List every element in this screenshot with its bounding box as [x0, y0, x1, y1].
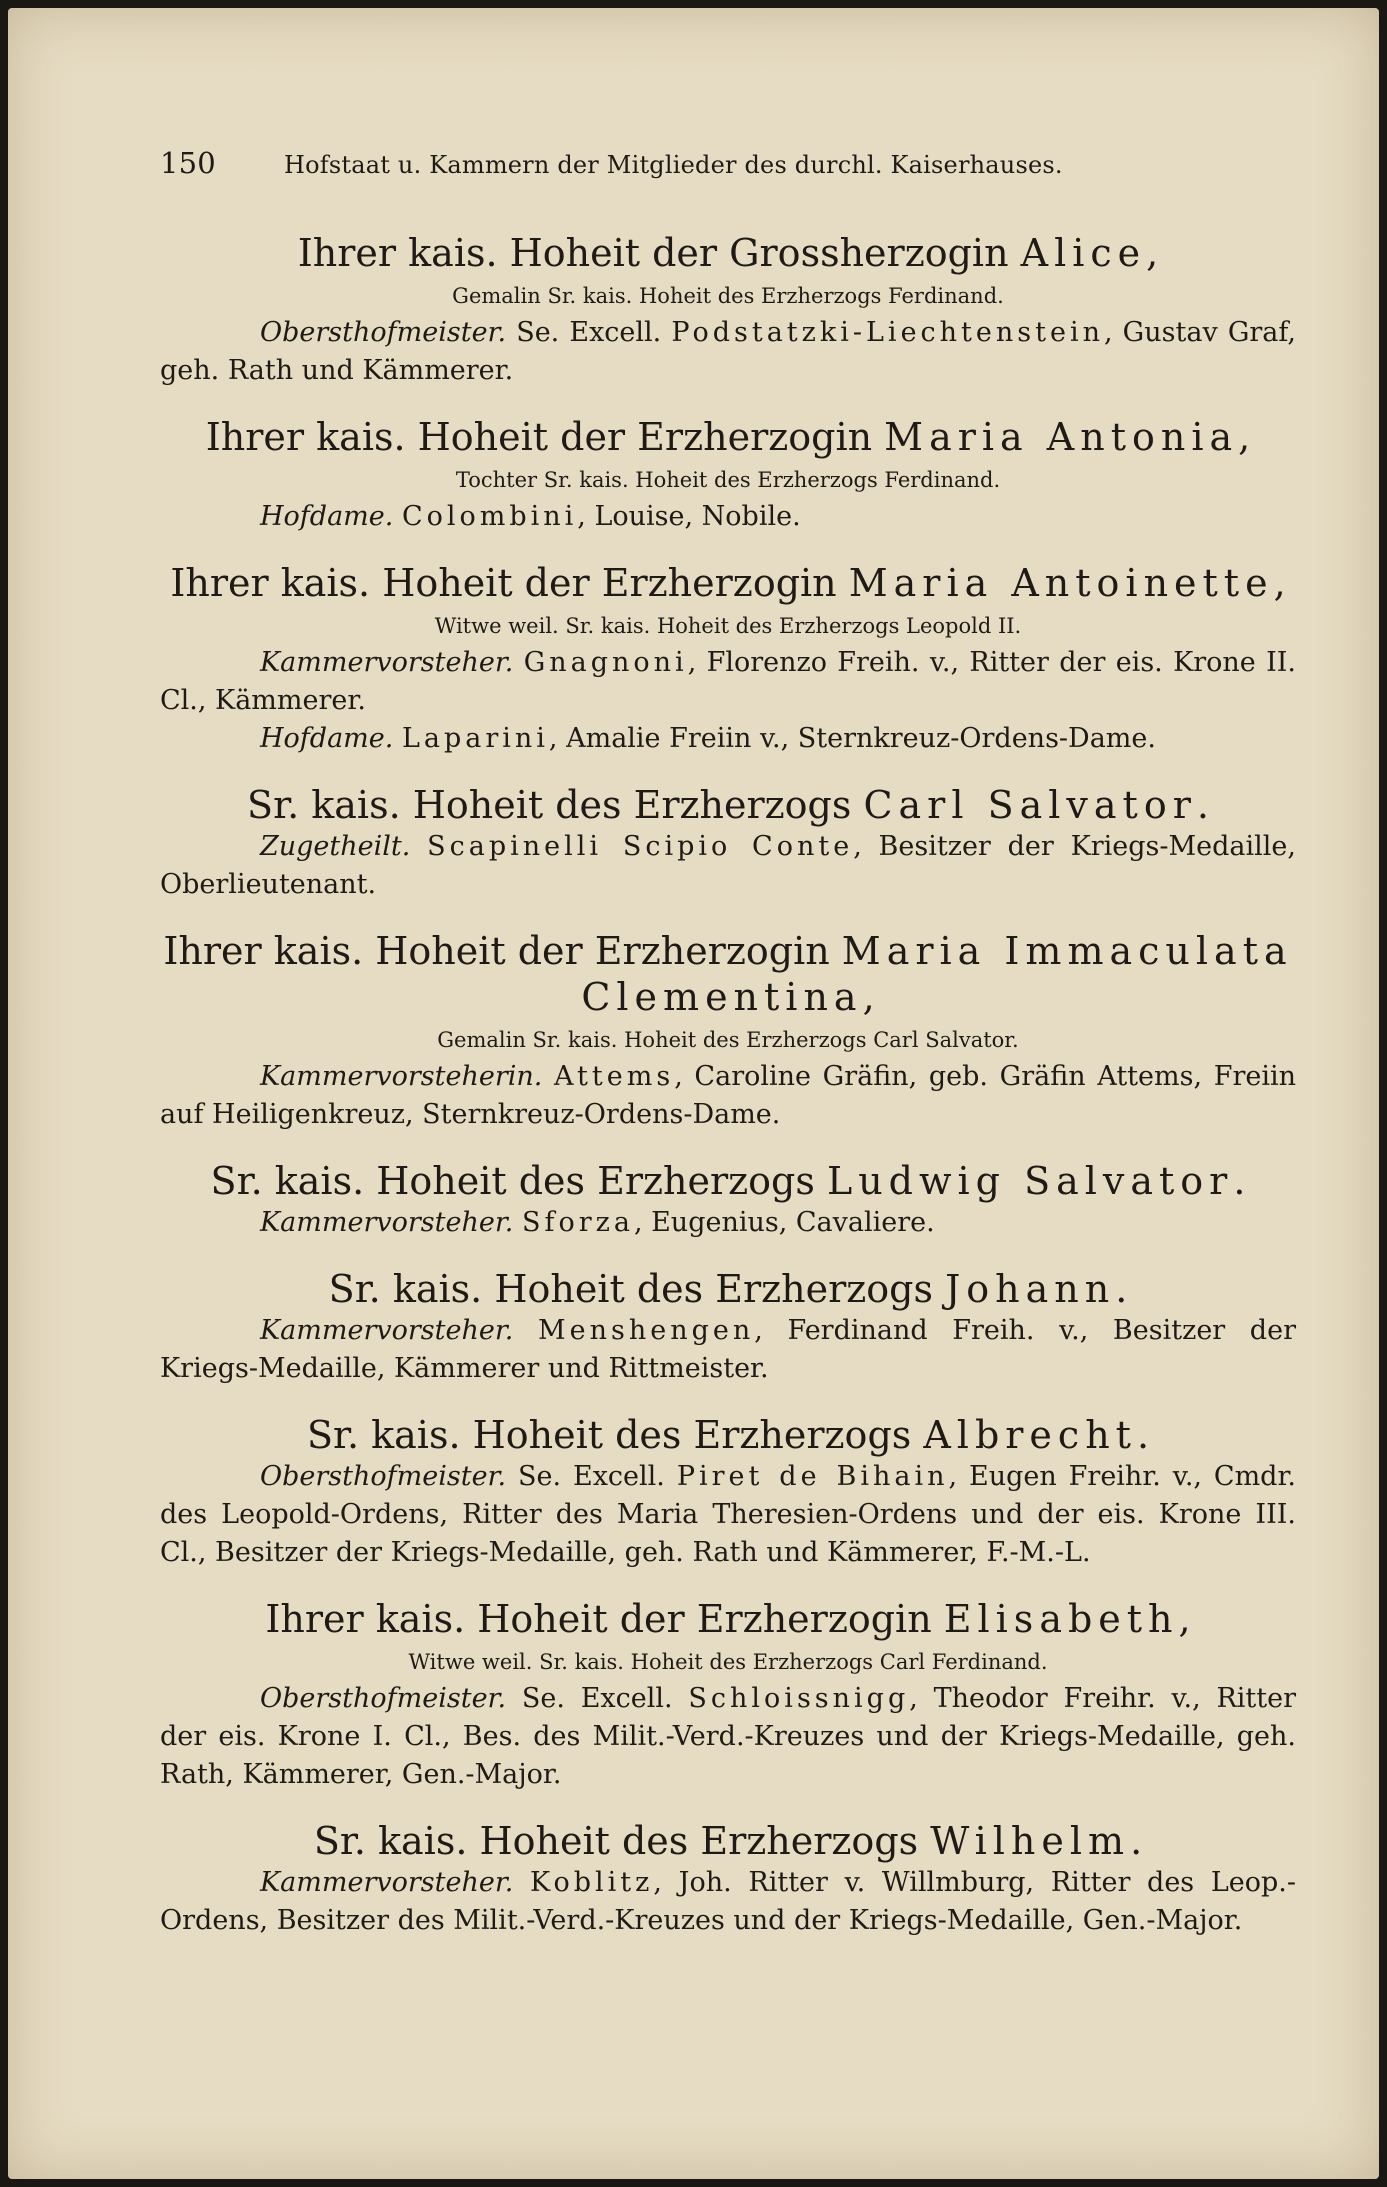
- section-subtitle: Gemalin Sr. kais. Hoheit des Erzherzogs Ferdinand.: [452, 284, 1004, 308]
- entry-role: Kammervorsteherin.: [260, 1061, 543, 1092]
- section-title-suffix: .: [1136, 1413, 1150, 1457]
- section-subtitle: Gemalin Sr. kais. Hoheit des Erzherzogs Carl Salvator.: [437, 1028, 1019, 1052]
- section-title-prefix: Ihrer kais. Hoheit der Erzherzogin: [265, 1597, 944, 1641]
- entry-role: Kammervorsteher.: [260, 1867, 514, 1898]
- entry: [160, 314, 1296, 390]
- section-title: [160, 1818, 1296, 1864]
- book-page: [8, 8, 1379, 2179]
- section-title-prefix: Ihrer kais. Hoheit der Erzherzogin: [163, 929, 842, 973]
- section-title-prefix: Sr. kais. Hoheit des Erzherzogs: [247, 783, 864, 827]
- section-title: [160, 782, 1296, 828]
- entry-name: Piret de Bihain: [676, 1461, 949, 1492]
- section-title-name: Elisabeth: [943, 1597, 1179, 1641]
- section: [160, 560, 1296, 758]
- section-title-suffix: ,: [1146, 231, 1159, 275]
- section-title-suffix: .: [1115, 1267, 1128, 1311]
- page-number: 150: [160, 146, 216, 180]
- entry-details: , Gustav Graf, geh. Rath und Kämmerer.: [160, 317, 1297, 386]
- section: [160, 1818, 1296, 1940]
- section-subtitle: Witwe weil. Sr. kais. Hoheit des Erzherzogs Leopold II.: [434, 614, 1022, 638]
- entry-prefix: Se. Excell.: [506, 317, 672, 348]
- entry-name: Laparini: [401, 723, 549, 754]
- entry-details: , Louise, Nobile.: [577, 501, 801, 532]
- section-title-prefix: Ihrer kais. Hoheit der Grossherzogin: [297, 231, 1021, 275]
- section-title-name: Maria Antonia: [884, 415, 1239, 459]
- entry-role: Zugetheilt.: [260, 831, 411, 862]
- running-head: [160, 146, 1296, 194]
- page-text: [160, 146, 1296, 1964]
- section: [160, 1412, 1296, 1572]
- entry-role: Obersthofmeister.: [260, 317, 507, 348]
- entry-prefix: [393, 501, 402, 532]
- entry-details: , Amalie Freiin v., Sternkreuz-Ordens-Dame.: [548, 723, 1156, 754]
- section-title-prefix: Sr. kais. Hoheit des Erzherzogs: [313, 1819, 931, 1863]
- entry-name: Colombini: [401, 501, 578, 532]
- section: [160, 414, 1296, 536]
- section: [160, 1266, 1296, 1388]
- entry-name: Podstatzki-Liechtenstein: [671, 317, 1104, 348]
- section-title-suffix: .: [1130, 1819, 1143, 1863]
- entry-details: , Eugen Freihr. v., Cmdr. des Leopold-Ordens, Ritter des Maria Theresien-Ordens und der eis. Krone III. Cl., Besitzer der Kriegs-Medaille, geh. Rath und Kämmerer, F.-M.-L.: [160, 1461, 1296, 1568]
- entry: [160, 1680, 1296, 1794]
- section: [160, 1596, 1296, 1794]
- section-title-suffix: ,: [1238, 415, 1251, 459]
- entry-prefix: [513, 1315, 538, 1346]
- entry-prefix: [513, 647, 523, 678]
- section-title: [160, 1158, 1296, 1204]
- section-title-name: Wilhelm: [930, 1819, 1131, 1863]
- entry: [160, 1458, 1296, 1572]
- entry: [160, 1312, 1296, 1388]
- section-title: [160, 560, 1296, 606]
- entry-prefix: [410, 831, 427, 862]
- section-title-name: Albrecht: [923, 1413, 1137, 1457]
- entry-details: , Theodor Freihr. v., Ritter der eis. Krone I. Cl., Bes. des Milit.-Verd.-Kreuzes und der Kriegs-Medaille, geh. Rath, Kämmerer, Gen.-Major.: [160, 1683, 1297, 1790]
- entry-details: , Caroline Gräfin, geb. Gräfin Attems, Freiin auf Heiligenkreuz, Sternkreuz-Ordens-Dame.: [160, 1061, 1296, 1130]
- entry-details: , Joh. Ritter v. Willmburg, Ritter des Leop.-Ordens, Besitzer des Milit.-Verd.-Kreuzes und der Kriegs-Medaille, Gen.-Major.: [160, 1867, 1296, 1936]
- section: [160, 230, 1296, 390]
- entry: [160, 644, 1296, 720]
- section-title-name: Johann: [945, 1267, 1116, 1311]
- entry-prefix: [542, 1061, 554, 1092]
- entry-role: Kammervorsteher.: [260, 1315, 514, 1346]
- entry: [160, 1864, 1296, 1940]
- section-title-suffix: .: [1196, 783, 1209, 827]
- section-title-name: Alice: [1020, 231, 1147, 275]
- entry-details: , Besitzer der Kriegs-Medaille, Oberlieutenant.: [160, 831, 1296, 900]
- entry-prefix: [513, 1207, 522, 1238]
- section-title: [160, 1412, 1296, 1458]
- section-title-name: Carl Salvator: [863, 783, 1197, 827]
- entry-prefix: [513, 1867, 530, 1898]
- entry-role: Hofdame.: [260, 501, 394, 532]
- entry: [160, 720, 1296, 758]
- section-title-prefix: Ihrer kais. Hoheit der Erzherzogin: [170, 561, 849, 605]
- entry-name: Gnagnoni: [523, 647, 688, 678]
- section-title-name: Ludwig Salvator: [826, 1159, 1234, 1203]
- entry-name: Menshengen: [537, 1315, 755, 1346]
- entry-prefix: Se. Excell.: [506, 1683, 689, 1714]
- section-title-name: Maria Immaculata Clementina: [581, 929, 1293, 1019]
- section-subtitle: Tochter Sr. kais. Hoheit des Erzherzogs Ferdinand.: [455, 468, 1001, 492]
- entry-prefix: Se. Excell.: [506, 1461, 677, 1492]
- section-title-prefix: Sr. kais. Hoheit des Erzherzogs: [210, 1159, 827, 1203]
- entry-role: Kammervorsteher.: [260, 1207, 514, 1238]
- entry-name: Sforza: [521, 1207, 634, 1238]
- section-title-name: Maria Antoinette: [848, 561, 1274, 605]
- section-title-suffix: .: [1233, 1159, 1246, 1203]
- section-title: [160, 230, 1296, 276]
- entry-details: , Eugenius, Cavaliere.: [633, 1207, 935, 1238]
- entry: [160, 1204, 1296, 1242]
- sections-container: [160, 230, 1296, 1940]
- section: [160, 928, 1296, 1134]
- entry-role: Hofdame.: [260, 723, 394, 754]
- section-title-suffix: ,: [1178, 1597, 1191, 1641]
- section: [160, 782, 1296, 904]
- entry-name: Koblitz: [530, 1867, 654, 1898]
- entry-name: Scapinelli Scipio Conte: [427, 831, 854, 862]
- section-title: [160, 1596, 1296, 1642]
- entry-role: Obersthofmeister.: [260, 1461, 507, 1492]
- entry-prefix: [393, 723, 402, 754]
- section-title-prefix: Ihrer kais. Hoheit der Erzherzogin: [205, 415, 885, 459]
- section-title-suffix: ,: [1273, 561, 1286, 605]
- section-title: [160, 928, 1296, 1020]
- entry-name: Schloissnigg: [688, 1683, 910, 1714]
- running-title: Hofstaat u. Kammern der Mitglieder des durchl. Kaiserhauses.: [284, 151, 1063, 179]
- section-subtitle: Witwe weil. Sr. kais. Hoheit des Erzherzogs Carl Ferdinand.: [408, 1650, 1048, 1674]
- section-title: [160, 1266, 1296, 1312]
- section: [160, 1158, 1296, 1242]
- entry-role: Kammervorsteher.: [260, 647, 514, 678]
- entry: [160, 828, 1296, 904]
- entry-role: Obersthofmeister.: [260, 1683, 507, 1714]
- section-title-suffix: ,: [862, 975, 875, 1019]
- entry: [160, 1058, 1296, 1134]
- section-title: [160, 414, 1296, 460]
- section-title-prefix: Sr. kais. Hoheit des Erzherzogs: [328, 1267, 946, 1311]
- section-title-prefix: Sr. kais. Hoheit des Erzherzogs: [306, 1413, 924, 1457]
- entry-details: , Ferdinand Freih. v., Besitzer der Kriegs-Medaille, Kämmerer und Rittmeister.: [160, 1315, 1296, 1384]
- entry: [160, 498, 1296, 536]
- entry-name: Attems: [554, 1061, 675, 1092]
- entry-details: , Florenzo Freih. v., Ritter der eis. Krone II. Cl., Kämmerer.: [160, 647, 1296, 716]
